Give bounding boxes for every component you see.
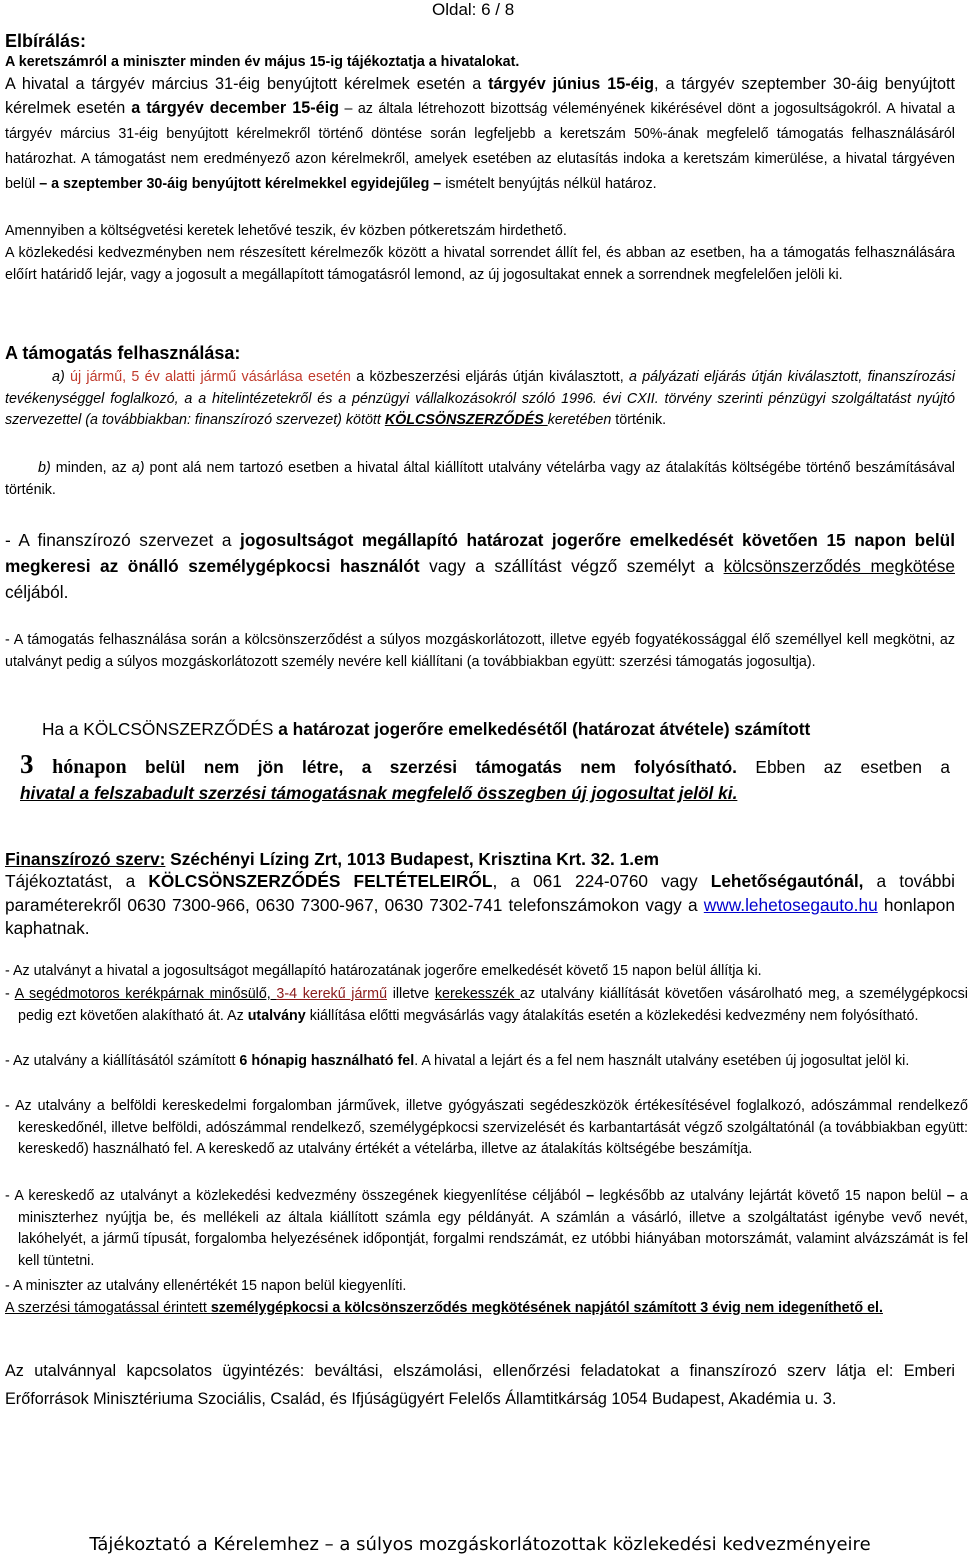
felhasznalas-point-b: b) minden, az a) pont alá nem tartozó esetben a hivatal által kiállított utalvány vételárba vagy az átalakítás költségébe történő beszámításával történik.	[5, 460, 955, 498]
closing-paragraph: Az utalvánnyal kapcsolatos ügyintézés: beváltási, elszámolási, ellenőrzési feladatokat a finanszírozó szerv látja el: Emberi Erőforrások Minisztériuma Szociális, Család, és Ifjúságügyért Felelős Államtitkárság 1054 Budapest, Akadémia u. 3.	[5, 1362, 955, 1408]
bullet-utalvany-kiallitas: - Az utalványt a hivatal a jogosultságot megállapító határozatának jogerőre emelkedését követő 15 napon belül állítja ki.	[5, 963, 762, 979]
tajekoztatas-paragraph: Tájékoztatást, a KÖLCSÖNSZERZŐDÉS FELTÉTELEIRŐL, a 061 224-0760 vagy Lehetőségautónál, a további paraméterekről 0630 7300-966, 0630 7300-967, 0630 7302-741 telefonszámokon vagy a www.lehetosegauto.hu honlapon kaphatnak.	[5, 871, 955, 938]
finanszirozo-paragraph: - A finanszírozó szervezet a jogosultságot megállapító határozat jogerőre emelkedését követően 15 napon belül megkeresi az önálló személygépkocsi használót vagy a szállítást végző személyt a kölcsönszerződés megkötése céljából.	[5, 530, 956, 602]
page-number: Oldal: 6 / 8	[432, 0, 515, 19]
elbiralas-para-3: A közlekedési kedvezményben nem részesített kérelmezők között a hivatal sorrendet állít fel, és abban az esetben, ha a támogatás felhasználására előírt határidő lejár, vagy a jogosult a megállapított támogatásról lemond, az új jogosultakat ennek a sorrendnek megfelelően jelöli ki.	[5, 245, 955, 283]
finanszirozo-szerv: Finanszírozó szerv: Széchényi Lízing Zrt, 1013 Budapest, Krisztina Krt. 32. 1.em	[5, 849, 659, 869]
felhasznalas-point-a: a) új jármű, 5 év alatti jármű vásárlása esetén a közbeszerzési eljárás útján kiválasztott, a pályázati eljárás útján kiválasztott, finanszírozási tevékenységgel foglalkozó, a a hitelintézetekről és a pénzügyi vállalkozásokról szóló 1996. évi CXII. törvény szerinti pénzügyi szolgáltatást nyújtó szervezettel (a továbbiakban: finanszírozó szervezet) kötött KÖLCSÖNSZERZŐDÉS keretében történik.	[5, 369, 956, 429]
warning-line-2: 3 hónapon belül nem jön létre, a szerzési támogatás nem folyósítható. Ebben az esetben a	[20, 749, 950, 779]
bullet-segedmotoros: - A segédmotoros kerékpárnak minősülő, 3-4 kerekű jármű illetve kerekesszék az utalvány kiállítását követően vásárolható meg, a személygépkocsi pedig ezt követően alakítható át. Az utalvány kiállítása előtti megvásárlás vagy átalakítás esetén a közlekedési kedvezmény nem folyósítható.	[5, 986, 968, 1024]
bullet-miniszter: - A miniszter az utalvány ellenértékét 15 napon belül kiegyenlíti.	[5, 1278, 407, 1294]
page-footer: Tájékoztató a Kérelemhez – a súlyos mozgáskorlátozottak közlekedési kedvezményeire	[89, 1534, 871, 1555]
elbiralas-para-2: Amennyiben a költségvetési keretek lehetővé teszik, év közben pótkeretszám hirdethető.	[5, 223, 567, 239]
lehetosegauto-link[interactable]: www.lehetosegauto.hu	[703, 894, 878, 915]
warning-line-1: Ha a KÖLCSÖNSZERZŐDÉS a határozat jogerőre emelkedésétől (határozat átvétele) számított	[42, 719, 811, 739]
warning-line-3: hivatal a felszabadult szerzési támogatásnak megfelelő összegben új jogosultat jelöl ki.	[20, 783, 738, 803]
felhasznalas-heading: A támogatás felhasználása:	[5, 343, 241, 363]
keretszam-notice: A keretszámról a miniszter minden év május 15-ig tájékoztatja a hivatalokat.	[5, 54, 520, 70]
elbiralas-para-1: A hivatal a tárgyév március 31-éig benyújtott kérelmek esetén a tárgyév június 15-éig, a tárgyév szeptember 30-áig benyújtott kérelmek esetén a tárgyév december 15-éig – az általa létrehozott bizottság véleményének kikérésével dönt a jogosultságokról. A hivatal a tárgyév március 31-éig benyújtott kérelmekről történő döntése során legfeljebb a keretszám 50%-ának megfelelő támogatás felhasználásáról határozhat. A támogatást nem eredményező azon kérelmekről, amelyek esetében az elutasítás indoka a keretszám kimerülése, a hivatal tárgyéven belül – a szeptember 30-áig benyújtott kérelmekkel egyidejűleg – ismételt benyújtás nélkül határoz.	[5, 75, 956, 192]
bullet-hat-honap: - Az utalvány a kiállításától számított 6 hónapig használható fel. A hivatal a lejárt és a fel nem használt utalvány esetében új jogosultat jelöl ki.	[5, 1053, 910, 1069]
bullet-kereskedo: - Az utalvány a belföldi kereskedelmi forgalomban járművek, illetve gyógyászati segédeszközök értékesítésével foglalkozó, adószámmal rendelkező kereskedőnél, illetve belföldi, adószámmal rendelkező, személygépkocsi szervizelését és karbantartását végző szolgáltatónál (a továbbiakban együtt: kereskedő) használható fel. A kereskedő az utalvány értékét a vételárba, illetve az átalakítás költségébe beszámítja.	[5, 1098, 968, 1158]
kolcsonszerzodes-paragraph: - A támogatás felhasználása során a kölcsönszerződést a súlyos mozgáskorlátozott, illetve egyéb fogyatékossággal élő személlyel kell megkötni, az utalványt pedig a súlyos mozgáskorlátozott személy nevére kell kiállítani (a továbbiakban együtt: szerzési támogatás jogosultja).	[5, 632, 955, 670]
idegenites-notice: A szerzési támogatással érintett személygépkocsi a kölcsönszerződés megkötésének napjától számított 3 évig nem idegeníthető el.	[5, 1300, 883, 1316]
elbiralas-heading: Elbírálás:	[5, 31, 87, 51]
bullet-elszamolas: - A kereskedő az utalványt a közlekedési kedvezmény összegének kiegyenlítése céljából – legkésőbb az utalvány lejártát követő 15 napon belül – a miniszterhez nyújtja be, és mellékeli az általa kiállított számla egy példányát. A számlán a vásárló, illetve a szolgáltatást igénybe vevő nevét, lakóhelyét, a jármű típusát, forgalomba helyezésének időpontját, forgalmi rendszámát, ez utóbbi hiányában motorszámát, valamint alvázszámát is fel kell tüntetni.	[5, 1188, 968, 1269]
